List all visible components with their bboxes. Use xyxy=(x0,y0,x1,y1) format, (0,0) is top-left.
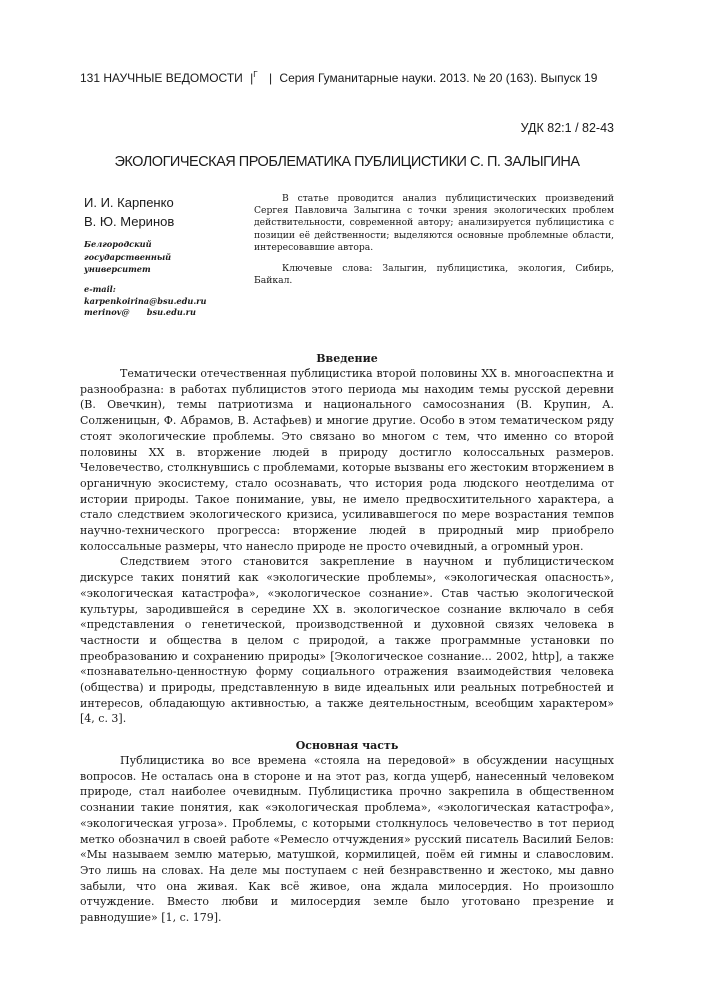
intro-heading: Введение xyxy=(316,352,378,365)
journal-mark: $|^Г$ xyxy=(250,70,258,85)
article-title: ЭКОЛОГИЧЕСКАЯ ПРОБЛЕМАТИКА ПУБЛИЦИСТИКИ С. П. ЗАЛЫГИНА xyxy=(114,154,580,170)
affiliation-line: Белгородский xyxy=(84,239,152,249)
authors-block xyxy=(84,193,174,231)
abstract xyxy=(254,193,614,287)
author-name: В. Ю. Меринов xyxy=(84,214,175,229)
series-info: Серия Гуманитарные науки. 2013. № 20 (163). Выпуск 19 xyxy=(279,71,598,85)
email-address[interactable]: merinov@ bsu.edu.ru xyxy=(84,307,196,317)
email-block xyxy=(84,284,254,319)
main-body xyxy=(80,753,614,926)
affiliation-line: университет xyxy=(84,264,151,274)
main-heading: Основная часть xyxy=(295,739,399,752)
paragraph: Тематически отечественная публицистика второй половины XX в. многоаспектна и разнообразна: в работах публицистов этого периода мы находим темы русской деревни (В. Овечкин), темы патриотизма и национального самосознания (В. Крупин, А. Солженицын, Ф. Абрамов, В. Астафьев) и многие другие. Особо в этом тематическом ряду стоят экологические проблемы. Это связано во многом с тем, что именно со второй половины XX в. вторжение людей в природу достигло колоссальных размеров. Человечество, столкнувшись с проблемами, которые вызваны его жестоким вторжением в органичную экосистему, стало осознавать, что история рода людского неотделима от истории природы. Такое понимание, увы, не имело предвосхитительного характера, а стало следствием экологического кризиса, усиливавшегося по мере возрастания темпов научно-технического прогресса: вторжение людей в природный мир приобрело колоссальные размеры, что нанесло природе не просто очевидный, а огромный урон. xyxy=(80,367,614,553)
running-head xyxy=(80,70,640,85)
intro-body xyxy=(80,366,614,727)
affiliation xyxy=(84,238,244,276)
header-divider: | xyxy=(268,71,273,85)
author-name: И. И. Карпенко xyxy=(84,195,174,210)
paragraph: Следствием этого становится закрепление в научном и публицистическом дискурсе таких понятий как «экологические проблемы», «экологическая опасность», «экологическая катастрофа», «экологическое сознание». Став частью экологической культуры, зародившейся в середине XX в. экологическое сознание включало в себя «представления о генетической, производственной и духовной связях человека в частности и общества в целом с природой, а также программные установки по преобразованию и сохранению природы» [Экологическое сознание... 2002, http], а также «познавательно-ценностную форму социального отражения взаимодействия человека (общества) и природы, представленную в виде идеальных или реальных потребностей и интересов, обладающую активностью, а также деятельностным, всеобщим характером» [4, с. 3]. xyxy=(80,555,614,726)
affiliation-line: государственный xyxy=(84,251,172,262)
email-address[interactable]: karpenkoirina@bsu.edu.ru xyxy=(84,295,207,306)
paragraph: Публицистика во все времена «стояла на передовой» в обсуждении насущных вопросов. Не осталась она в стороне и на этот раз, когда ущерб, нанесенный человеком природе, стал наиболее очевидным. Публицистика прочно закрепила в общественном сознании такие понятия, как «экологическая проблема», «экологическая катастрофа», «экологическая угроза». Проблемы, с которыми столкнулось человечество в тот период метко обозначил в своей работе «Ремесло отчуждения» русский писатель Василий Белов: «Мы называем землю матерью, матушкой, кормилицей, поём ей гимны и славословим. Это лишь на словах. На деле мы поступаем с ней безнравственно и жестоко, мы давно забыли, что она живая. Как всё живое, она ждала милосердия. Но произошло отчуждение. Вместо любви и милосердия земле было уготовано презрение и равнодушие» [1, с. 179]. xyxy=(80,754,614,925)
abstract-text: В статье проводится анализ публицистических произведений Сергея Павловича Залыгина с точки зрения экологических проблем действительности, современной автору; анализируется публицистика с позиции её действенности; выделяются основные проблемные области, интересовавшие автора. xyxy=(254,193,614,253)
journal-name: 131 НАУЧНЫЕ ВЕДОМОСТИ xyxy=(80,71,243,85)
email-label: e-mail: xyxy=(84,284,116,294)
udk-code: УДК 82:1 / 82-43 xyxy=(520,121,614,135)
keywords: Ключевые слова: Залыгин, публицистика, экология, Сибирь, Байкал. xyxy=(254,263,614,287)
